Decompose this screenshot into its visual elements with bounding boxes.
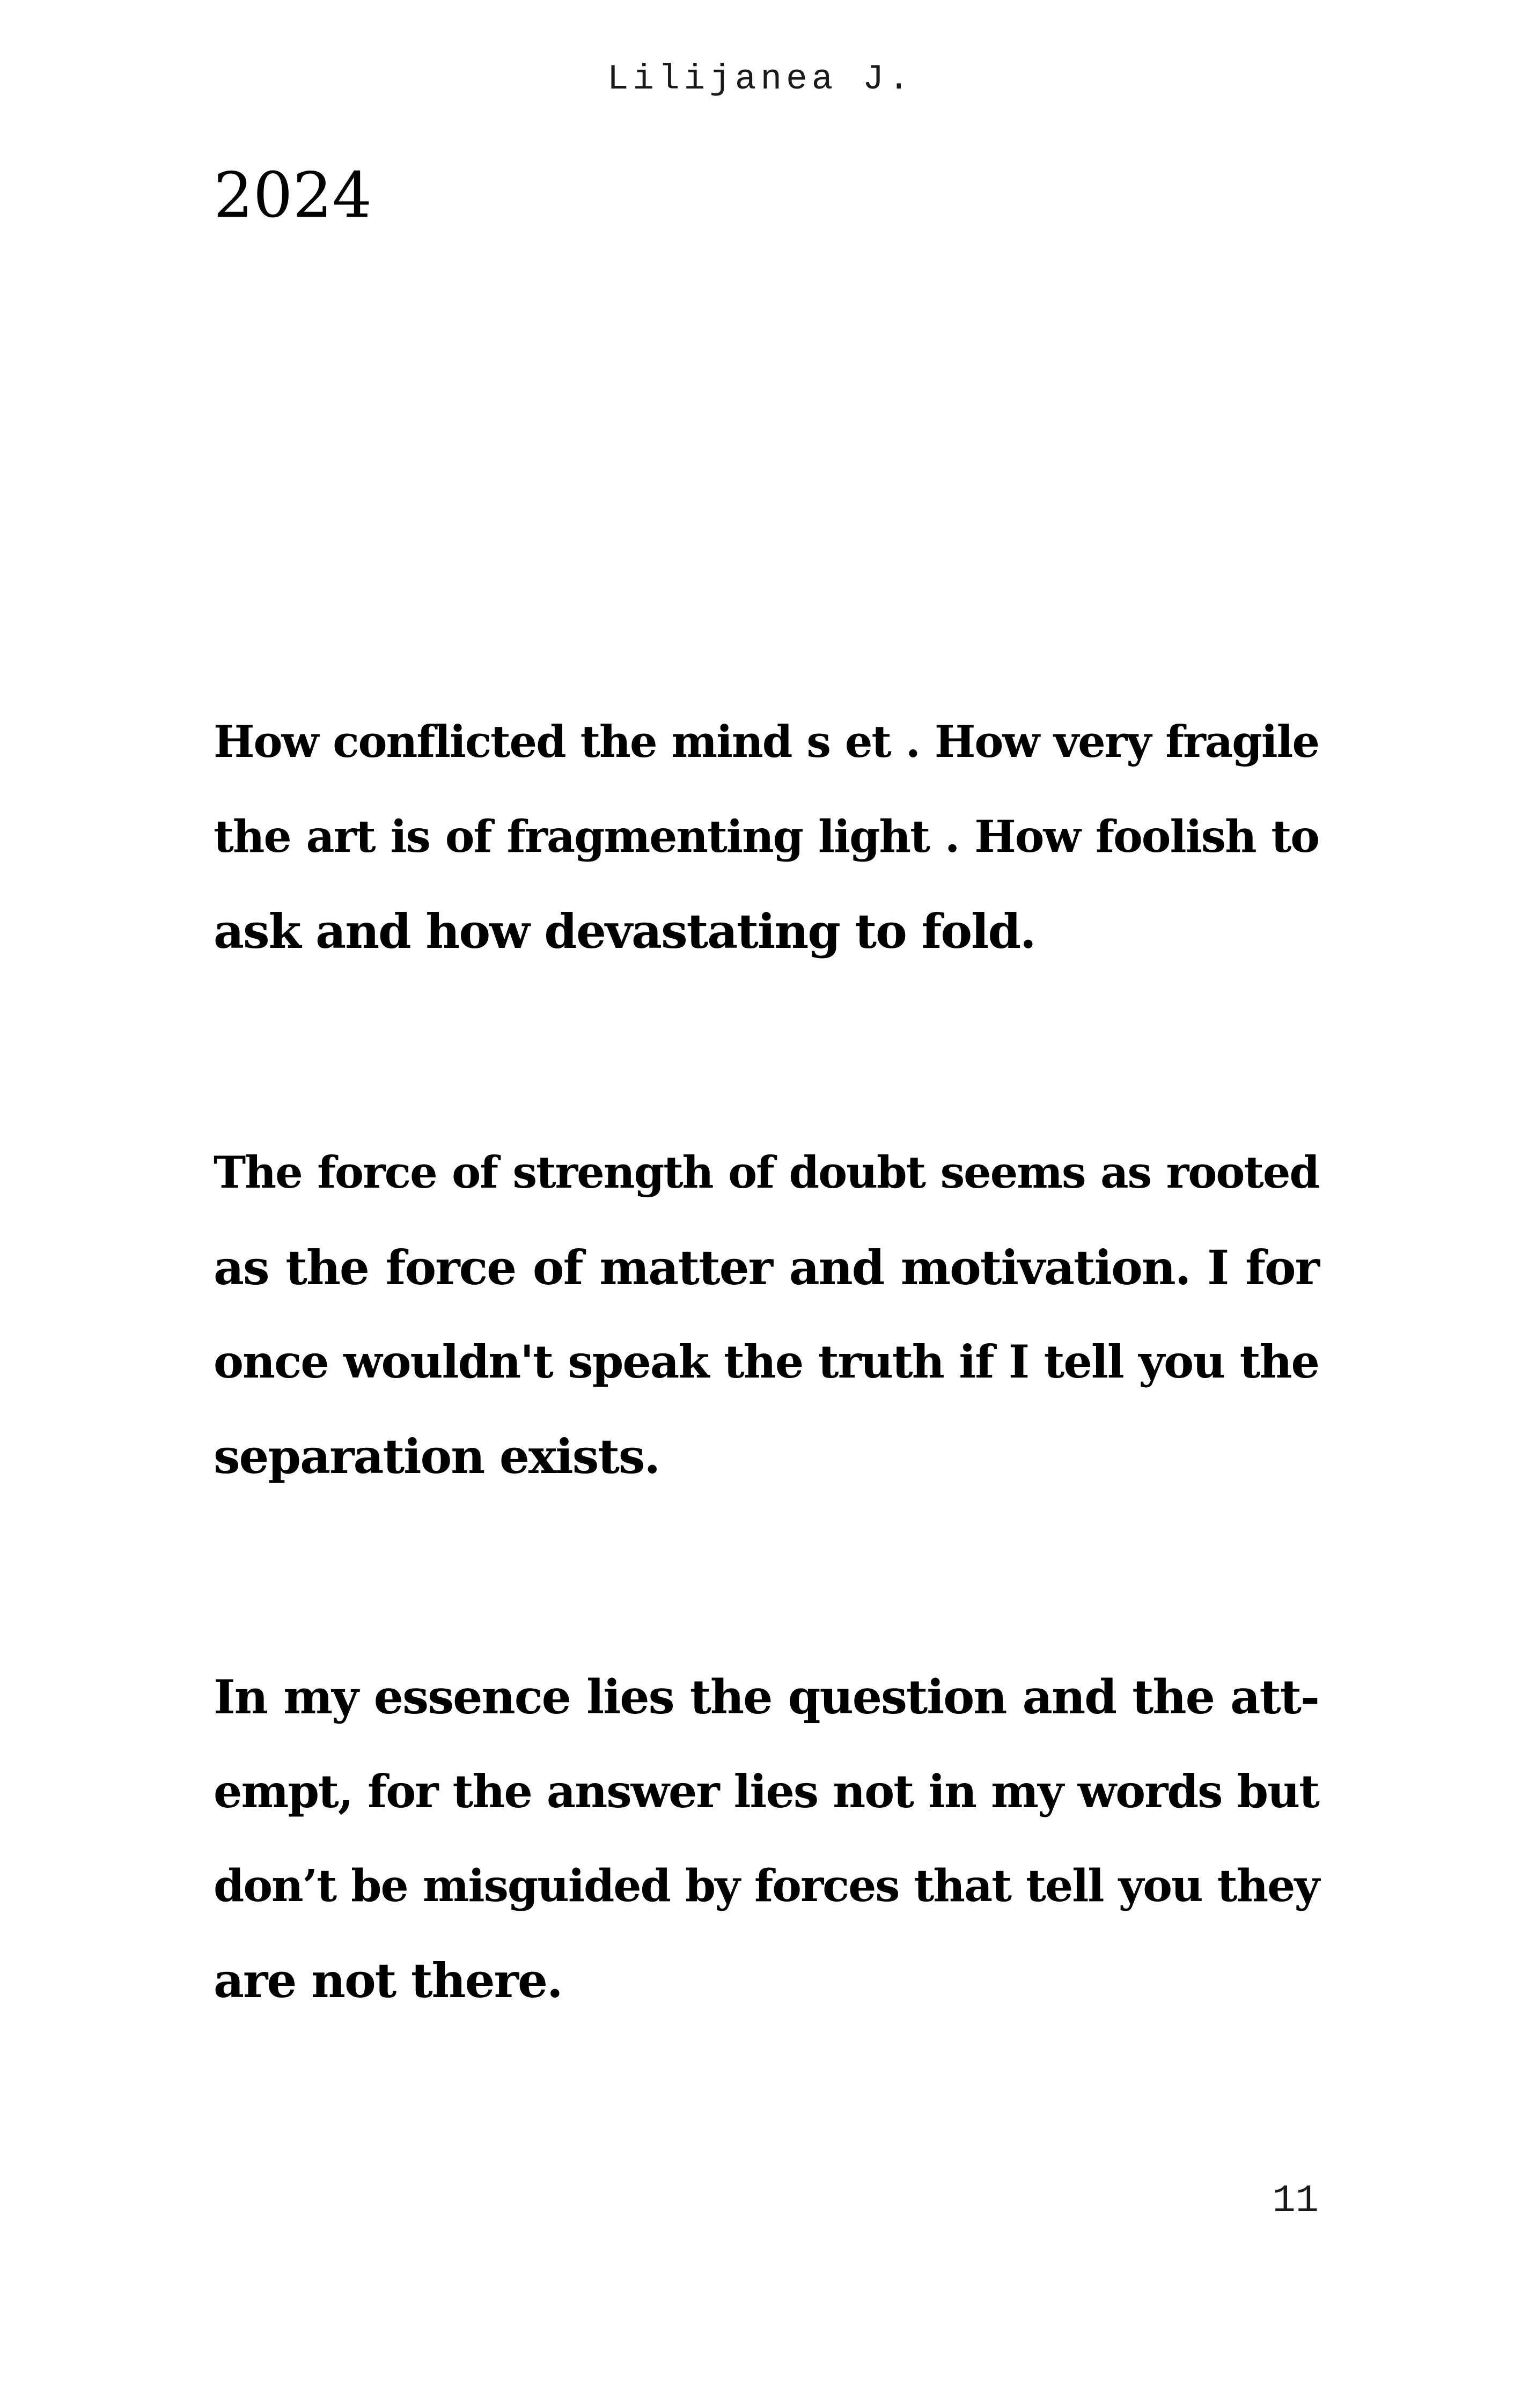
- paragraph-line: empt, for the answer lies not in my words but: [214, 1765, 1319, 1818]
- paragraph-1: [214, 695, 1319, 978]
- page-number: 11: [1272, 2179, 1319, 2223]
- chapter-year-title: 2024: [214, 159, 372, 232]
- paragraph-line: don’t be misguided by forces that tell you they: [214, 1860, 1319, 1912]
- paragraph-line: ask and how devastating to fold.: [214, 903, 1035, 959]
- paragraph-line: How conflicted the mind s et . How very fragile: [214, 717, 1319, 768]
- paragraph-line: once wouldn't speak the truth if I tell you the: [214, 1335, 1319, 1388]
- paragraph-line: as the force of matter and motivation. I for: [214, 1240, 1319, 1295]
- paragraph-3: [214, 1650, 1319, 2028]
- paragraph-line: are not there.: [214, 1953, 562, 2008]
- paragraph-2: [214, 1126, 1319, 1504]
- paragraph-line: separation exists.: [214, 1428, 660, 1484]
- paragraph-line: In my essence lies the question and the att-: [214, 1669, 1319, 1725]
- paragraph-line: the art is of fragmenting light . How foolish to: [214, 811, 1319, 863]
- paragraph-line: The force of strength of doubt seems as rooted: [214, 1147, 1319, 1198]
- running-header-author: Lilijanea J.: [607, 59, 914, 99]
